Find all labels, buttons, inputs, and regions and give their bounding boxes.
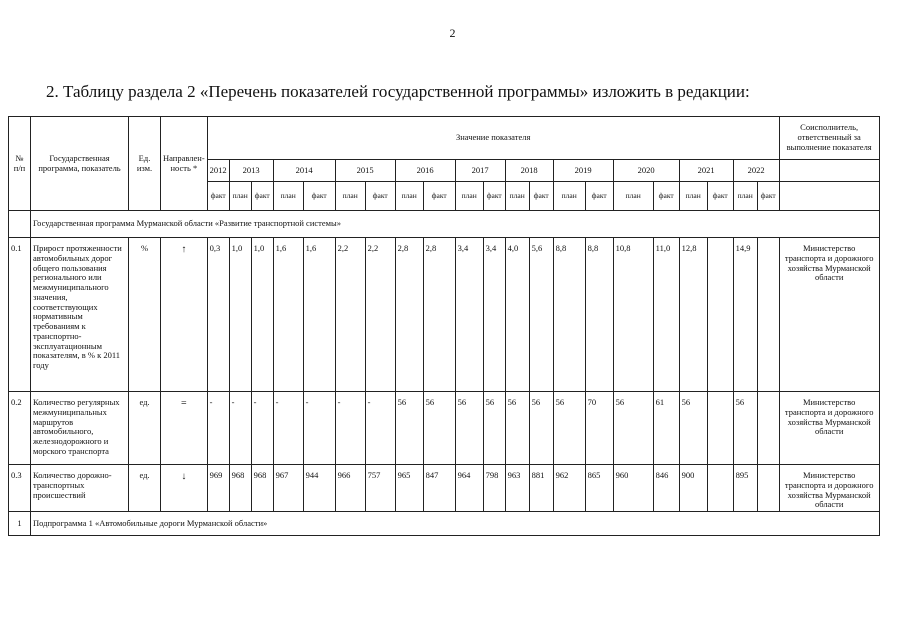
row-executor: Министерство транспорта и дорожного хозяйства Мурманской области	[779, 238, 879, 392]
row-direction: ↓	[161, 465, 208, 512]
year-header: 2012	[207, 160, 229, 182]
value-cell: -	[365, 392, 395, 465]
value-cell: 61	[653, 392, 679, 465]
value-cell: 967	[273, 465, 303, 512]
plan-fact-header: факт	[207, 182, 229, 211]
value-cell: 70	[585, 392, 613, 465]
value-cell: 5,6	[529, 238, 553, 392]
value-cell: 56	[613, 392, 653, 465]
plan-fact-header: план	[613, 182, 653, 211]
value-cell: 56	[395, 392, 423, 465]
header-unit: Ед. изм.	[129, 117, 161, 211]
table-row	[9, 392, 880, 465]
value-cell: -	[251, 392, 273, 465]
row-indicator-name: Количество регулярных межмуниципальных маршрутов автомобильного, железнодорожного и морского транспорта	[31, 392, 129, 465]
row-direction: ↑	[161, 238, 208, 392]
header-num: № п/п	[9, 117, 31, 211]
value-cell: 846	[653, 465, 679, 512]
row-executor: Министерство транспорта и дорожного хозяйства Мурманской области	[779, 465, 879, 512]
plan-fact-header: план	[455, 182, 483, 211]
value-cell: 14,9	[733, 238, 757, 392]
value-cell: 2,2	[335, 238, 365, 392]
value-cell: 0,3	[207, 238, 229, 392]
value-cell: 847	[423, 465, 455, 512]
plan-fact-header: план	[679, 182, 707, 211]
indicators-table	[8, 116, 880, 536]
subprogram-num: 1	[9, 512, 31, 536]
year-header: 2020	[613, 160, 679, 182]
year-header: 2022	[733, 160, 779, 182]
value-cell: 962	[553, 465, 585, 512]
row-direction: =	[161, 392, 208, 465]
plan-fact-header: план	[733, 182, 757, 211]
year-header: 2018	[505, 160, 553, 182]
plan-fact-header: план	[395, 182, 423, 211]
value-cell: 960	[613, 465, 653, 512]
value-cell: 2,8	[395, 238, 423, 392]
value-cell: 3,4	[455, 238, 483, 392]
page-number: 2	[449, 26, 456, 40]
year-header: 2015	[335, 160, 395, 182]
row-indicator-name: Прирост протяженности автомобильных дорог общего пользования регионального или межмуниципального значения, соответствующих нормативным требованиям к транспортно-эксплуатационным показателям, в % к 2011 году	[31, 238, 129, 392]
value-cell: 4,0	[505, 238, 529, 392]
header-executor: Соисполнитель, ответственный за выполнение показателя	[779, 117, 879, 160]
value-cell: -	[273, 392, 303, 465]
value-cell	[707, 465, 733, 512]
plan-fact-header: факт	[585, 182, 613, 211]
value-cell: 56	[455, 392, 483, 465]
program-title: Государственная программа Мурманской области «Развитие транспортной системы»	[31, 211, 880, 238]
plan-fact-header: план	[229, 182, 251, 211]
value-cell: 56	[423, 392, 455, 465]
plan-fact-header: факт	[653, 182, 679, 211]
value-cell: 56	[733, 392, 757, 465]
value-cell: 968	[229, 465, 251, 512]
section-heading: 2. Таблицу раздела 2 «Перечень показателей государственной программы» изложить в редакции:	[46, 82, 750, 101]
plan-fact-header: факт	[365, 182, 395, 211]
value-cell: 3,4	[483, 238, 505, 392]
plan-fact-header: факт	[529, 182, 553, 211]
header-program: Государственная программа, показатель	[31, 117, 129, 211]
value-cell: 56	[529, 392, 553, 465]
plan-fact-header: факт	[303, 182, 335, 211]
year-header: 2014	[273, 160, 335, 182]
value-cell: 900	[679, 465, 707, 512]
value-cell: 969	[207, 465, 229, 512]
value-cell: 944	[303, 465, 335, 512]
value-cell: 56	[505, 392, 529, 465]
value-cell	[757, 392, 779, 465]
value-cell: 10,8	[613, 238, 653, 392]
year-header: 2017	[455, 160, 505, 182]
value-cell: 963	[505, 465, 529, 512]
plan-fact-header: факт	[423, 182, 455, 211]
value-cell: 2,2	[365, 238, 395, 392]
value-cell: 11,0	[653, 238, 679, 392]
value-cell: 1,6	[273, 238, 303, 392]
row-num: 0.3	[9, 465, 31, 512]
value-cell: 964	[455, 465, 483, 512]
value-cell: -	[207, 392, 229, 465]
value-cell: 965	[395, 465, 423, 512]
value-cell: 757	[365, 465, 395, 512]
table-row	[9, 238, 880, 392]
value-cell: 968	[251, 465, 273, 512]
plan-fact-header: план	[505, 182, 529, 211]
plan-fact-header: факт	[251, 182, 273, 211]
row-unit: %	[129, 238, 161, 392]
value-cell: 1,0	[251, 238, 273, 392]
value-cell: -	[229, 392, 251, 465]
plan-fact-header: план	[335, 182, 365, 211]
value-cell: -	[303, 392, 335, 465]
value-cell: 56	[679, 392, 707, 465]
year-header: 2019	[553, 160, 613, 182]
subprogram-title: Подпрограмма 1 «Автомобильные дороги Мурманской области»	[31, 512, 880, 536]
year-header: 2016	[395, 160, 455, 182]
value-cell: 798	[483, 465, 505, 512]
executor-spacer	[779, 160, 879, 182]
header-value: Значение показателя	[207, 117, 779, 160]
row-indicator-name: Количество дорожно-транспортных происшествий	[31, 465, 129, 512]
plan-fact-header: факт	[757, 182, 779, 211]
executor-spacer	[779, 182, 879, 211]
value-cell: 8,8	[585, 238, 613, 392]
year-header: 2013	[229, 160, 273, 182]
value-cell: 12,8	[679, 238, 707, 392]
value-cell: 865	[585, 465, 613, 512]
plan-fact-header: план	[273, 182, 303, 211]
value-cell: 895	[733, 465, 757, 512]
row-executor: Министерство транспорта и дорожного хозяйства Мурманской области	[779, 392, 879, 465]
row-num: 0.1	[9, 238, 31, 392]
value-cell: 8,8	[553, 238, 585, 392]
value-cell: 1,6	[303, 238, 335, 392]
row-unit: ед.	[129, 465, 161, 512]
value-cell: -	[335, 392, 365, 465]
table-row	[9, 465, 880, 512]
plan-fact-header: факт	[707, 182, 733, 211]
program-num-cell	[9, 211, 31, 238]
row-num: 0.2	[9, 392, 31, 465]
value-cell: 966	[335, 465, 365, 512]
value-cell	[707, 392, 733, 465]
value-cell	[757, 465, 779, 512]
value-cell	[757, 238, 779, 392]
value-cell: 881	[529, 465, 553, 512]
row-unit: ед.	[129, 392, 161, 465]
value-cell	[707, 238, 733, 392]
value-cell: 2,8	[423, 238, 455, 392]
header-direction: Направлен-ность *	[161, 117, 208, 211]
plan-fact-header: план	[553, 182, 585, 211]
year-header: 2021	[679, 160, 733, 182]
plan-fact-header: факт	[483, 182, 505, 211]
value-cell: 1,0	[229, 238, 251, 392]
value-cell: 56	[483, 392, 505, 465]
value-cell: 56	[553, 392, 585, 465]
